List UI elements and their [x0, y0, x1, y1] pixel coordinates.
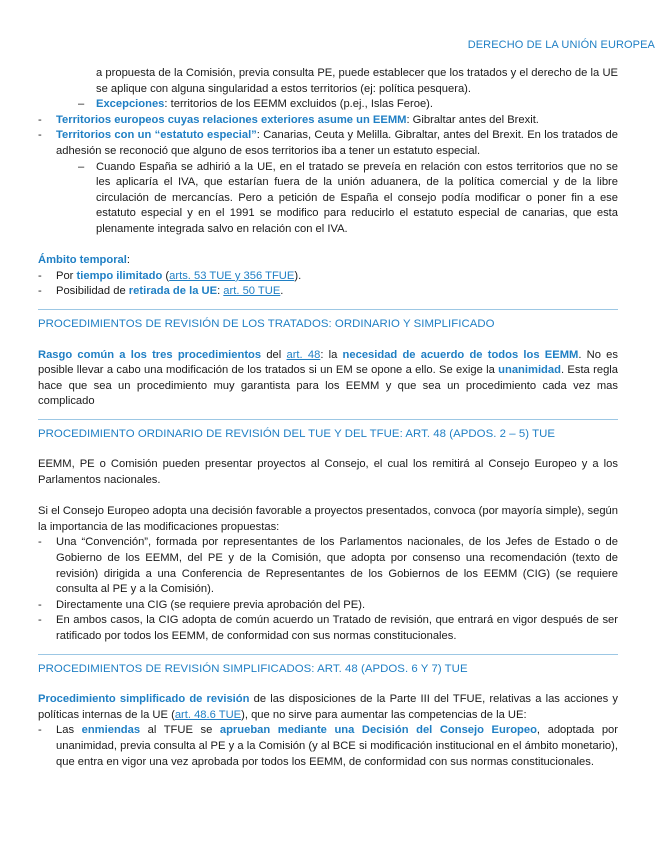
bullet-marker: -: [38, 536, 42, 549]
list-item-territorios-europeos: - Territorios europeos cuyas relaciones exteriores asume un EEMM: Gibraltar antes del Brexit.: [38, 113, 618, 129]
term-estatuto-especial: Territorios con un “estatuto especial”: [56, 129, 257, 142]
bullet-marker: -: [38, 129, 42, 142]
list-item: - Una “Convención”, formada por representantes de los Parlamentos nacionales, de los Jefes de Estado o de Gobierno de los EEMM, del PE y de la Comisión, que adopta por consenso una recomendación (texto de revisión) dirigida a una Conferencia de Representantes de los Gobiernos de los EEMM (CIG) (se requiere consulta al PE y a la Comisión).: [38, 536, 618, 596]
bullet-marker: -: [38, 724, 42, 737]
list-item-excepciones: – Excepciones: territorios de los EEMM excluidos (p.ej., Islas Feroe).: [38, 97, 618, 113]
paragraph-proyectos: EEMM, PE o Comisión pueden presentar proyectos al Consejo, el cual los remitirá al Consejo Europeo y a los Parlamentos nacionales.: [38, 458, 618, 487]
list-item-retirada: - Posibilidad de retirada de la UE: art. 50 TUE.: [38, 284, 618, 300]
link-arts-53-356[interactable]: arts. 53 TUE y 356 TFUE: [169, 269, 295, 282]
paragraph-rasgo-comun: Rasgo común a los tres procedimientos del art. 48: la necesidad de acuerdo de todos los EEMM. No es posible llevar a cabo una modificación de los tratados si un EM se opone a ello. Se exige la unanimidad. Esta regla hace que sea un procedimiento muy garantista para los EEMM y que sea un procedimiento cada vez mas complicado: [38, 348, 618, 408]
section-heading-simplificados: PROCEDIMIENTOS DE REVISIÓN SIMPLIFICADOS: ART. 48 (APDOS. 6 Y 7) TUE: [38, 654, 618, 678]
bullet-marker: -: [38, 285, 42, 298]
term-excepciones: Excepciones: [96, 98, 165, 111]
list-item: - Directamente una CIG (se requiere previa aprobación del PE).: [38, 598, 618, 614]
intro-continuation: a propuesta de la Comisión, previa consulta PE, puede establecer que los tratados y el derecho de la UE se aplique con alguna singularidad a estos territorios (ej: política pesquera).: [96, 67, 618, 95]
paragraph-simplificado: Procedimiento simplificado de revisión de las disposiciones de la Parte III del TFUE, relativas a las acciones y políticas internas de la UE (art. 48.6 TUE), que no sirve para aumentar las competencias de la UE:: [38, 693, 618, 721]
bullet-marker: –: [78, 160, 85, 173]
bullet-marker: -: [38, 269, 42, 282]
section-heading-revision: PROCEDIMIENTOS DE REVISIÓN DE LOS TRATADOS: ORDINARIO Y SIMPLIFICADO: [38, 309, 618, 333]
list-item: - En ambos casos, la CIG adopta de común acuerdo un Tratado de revisión, que entrará en vigor después de ser ratificado por todos los EEMM, de conformidad con sus normas constitucionales.: [38, 614, 618, 642]
term-retirada: retirada de la UE: [128, 285, 218, 298]
page-content: [38, 66, 618, 770]
bullet-marker: -: [38, 598, 42, 611]
paragraph-consejo-europeo: Si el Consejo Europeo adopta una decisión favorable a proyectos presentados, convoca (por mayoría simple), según la importancia de las modificaciones propuestas:: [38, 505, 618, 533]
list-item-espana: – Cuando España se adhirió a la UE, en el tratado se preveía en relación con estos territorios que no se les aplicaría el IVA, que estarían fuera de la unión aduanera, de la política comercial y de la libre circulación de mercancías. Pero a petición de España el consejo podía modificar o poner fin a ese estatuto especial y en el 1991 se modifico para reducirlo el estatuto especial de canarias, que esta plenamente integrada salvo en relación con el IVA.: [78, 160, 618, 235]
link-art-48[interactable]: art. 48: [286, 348, 321, 361]
bullet-marker: -: [38, 614, 42, 627]
list-item-enmiendas: - Las enmiendas al TFUE se aprueban mediante una Decisión del Consejo Europeo, adoptada por unanimidad, previa consulta al PE y a la Comisión (y al BCE si modificación institucional en el ámbito monetario), que entra en vigor una vez aprobada por todos los EEMM, de conformidad con sus normas constitucionales.: [38, 724, 618, 768]
term-territorios-europeos: Territorios europeos cuyas relaciones exteriores asume un EEMM: [56, 113, 407, 126]
list-item-tiempo: - Por tiempo ilimitado (arts. 53 TUE y 356 TFUE).: [38, 269, 618, 285]
term-tiempo-ilimitado: tiempo ilimitado: [76, 269, 163, 282]
section-heading-ordinario: PROCEDIMIENTO ORDINARIO DE REVISIÓN DEL TUE Y DEL TFUE: ART. 48 (APDOS. 2 – 5) TUE: [38, 419, 618, 443]
bullet-marker: –: [78, 98, 85, 111]
ambito-heading: Ámbito temporal:: [38, 254, 130, 267]
link-art-50[interactable]: art. 50 TUE: [223, 285, 281, 298]
ambito-title: Ámbito temporal: [38, 254, 127, 267]
bullet-marker: -: [38, 113, 42, 126]
list-item-estatuto-especial: - Territorios con un “estatuto especial”: Canarias, Ceuta y Melilla. Gibraltar, antes del Brexit. En los tratados de adhesión se reconoció que alguno de esos territorios iba a tener un estatuto especial.: [38, 129, 618, 157]
page-header: DERECHO DE LA UNIÓN EUROPEA: [467, 39, 655, 51]
link-art-48-6[interactable]: art. 48.6 TUE: [174, 708, 242, 721]
